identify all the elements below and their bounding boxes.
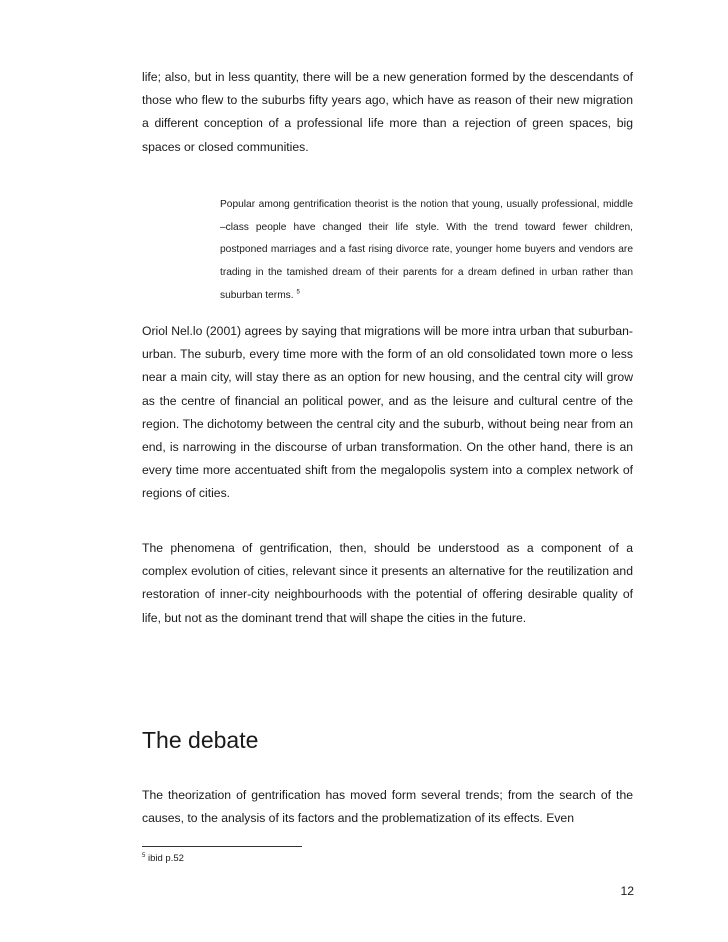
paragraph-2: Oriol Nel.lo (2001) agrees by saying that migrations will be more intra urban that suburban-urban. The suburb, every time more with the form of an old consolidated town more o less near a main city, will stay there as an option for new housing, and the central city will grow as the centre of financial an political power, and as the leisure and cultural centre of the region. The dichotomy between the central city and the suburb, without being near from an end, is narrowing in the discourse of urban transformation. On the other hand, there is an every time more accentuated shift from the megalopolis system into a complex network of regions of cities. [142,324,633,501]
footnote-divider [142,846,302,847]
paragraph-3: The phenomena of gentrification, then, should be understood as a component of a complex evolution of cities, relevant since it presents an alternative for the reutilization and restoration of inner-city neighbourhoods with the potential of offering desirable quality of life, but not as the dominant trend that will shape the cities in the future. [142,541,633,625]
footnote-text: ibid p.52 [147,853,184,864]
footnote-mark: 5 [142,852,146,859]
paragraph-1: life; also, but in less quantity, there will be a new generation formed by the descendants of those who flew to the suburbs fifty years ago, which have as reason of their new migration a different conception of a professional life more than a rejection of green spaces, big spaces or closed communities. [142,70,633,154]
footnote [142,852,184,866]
paragraph-4: The theorization of gentrification has moved form several trends; from the search of the causes, to the analysis of its factors and the problematization of its effects. Even [142,788,633,826]
footnote-reference: 5 [296,289,300,296]
block-quote-text: Popular among gentrification theorist is the notion that young, usually professional, middle –class people have changed their life style. With the trend toward fewer children, postponed marriages and a fast rising divorce rate, younger home buyers and vendors are trading in the tamished dream of their parents for a dream defined in urban rather than suburban terms. [220,199,633,301]
section-heading: The debate [142,727,259,753]
block-quote [220,194,633,308]
page-number: 12 [620,884,634,898]
